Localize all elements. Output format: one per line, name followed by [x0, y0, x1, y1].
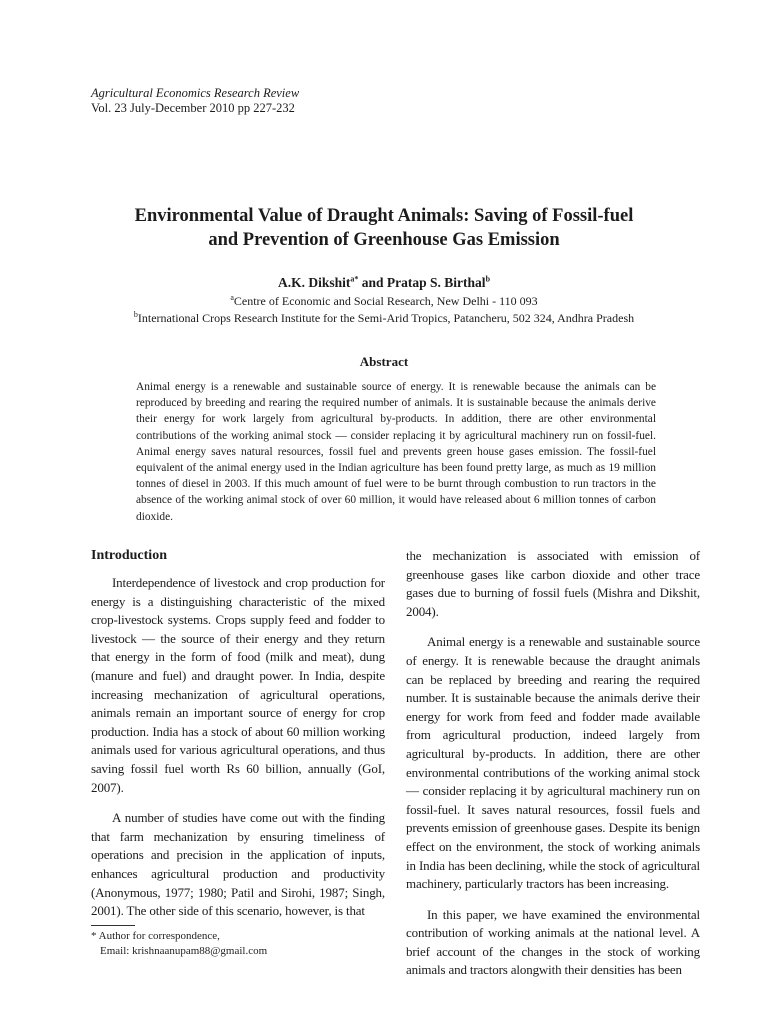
author-list: [60, 274, 708, 292]
affiliation-b: [60, 311, 708, 326]
footnote-correspondence: * Author for correspondence,: [91, 930, 220, 942]
article-title: [60, 204, 708, 252]
abstract-text: Animal energy is a renewable and sustainable source of energy. It is renewable because the animals can be reproduced by breeding and rearing the required number of animals. It is sustainable because the animals derive their energy for work largely from agricultural by-products. In addition, there are other environmental contributions of the working animal stock — consider replacing it by agricultural machinery run on fossil-fuel. Animal energy saves natural resources, fossil fuel and prevents green house gases emission. The fossil-fuel equivalent of the animal energy used in the Indian agriculture has been found pretty large, as much as 19 million tonnes of diesel in 2003. If this much amount of fuel were to be burnt through combustion to run tractors in the absence of the working animal stock of over 60 million, it would have released about 6 million tonnes of carbon dioxide.: [136, 381, 656, 523]
body-column-left: [91, 547, 385, 933]
body-column-right: [406, 547, 700, 992]
journal-header: [91, 86, 299, 116]
affiliation-b-text: International Crops Research Institute for the Semi-Arid Tropics, Patancheru, 502 324, Andhra Pradesh: [137, 311, 635, 325]
journal-issue: Vol. 23 July-December 2010 pp 227-232: [91, 101, 295, 115]
footnote-divider: [91, 925, 135, 926]
body-paragraph: the mechanization is associated with emission of greenhouse gases like carbon dioxide and other trace gases due to burning of fossil fuels (Mishra and Dikshit, 2004).: [406, 548, 700, 619]
title-line-2: and Prevention of Greenhouse Gas Emission: [208, 230, 560, 250]
affiliation-a-mark: a: [230, 293, 234, 302]
abstract-heading: Abstract: [359, 354, 409, 369]
footnote: [91, 929, 267, 959]
affiliation-b-mark: b: [133, 310, 138, 319]
journal-name: Agricultural Economics Research Review: [91, 86, 300, 100]
author-1-affil-mark: a*: [350, 274, 359, 284]
author-separator: and: [358, 275, 387, 290]
author-2-affil-mark: b: [485, 274, 491, 284]
section-heading-introduction: Introduction: [91, 548, 167, 563]
author-1: A.K. Dikshit: [277, 275, 351, 290]
author-2: Pratap S. Birthal: [386, 275, 486, 290]
body-paragraph: In this paper, we have examined the environmental contribution of working animals at the national level. A brief account of the changes in the stock of working animals and tractors alongwith their densities has been: [406, 906, 700, 978]
body-paragraph: Animal energy is a renewable and sustainable source of energy. It is renewable because the draught animals can be replaced by breeding and rearing the required number. It is sustainable because the animals derive their energy for work from feed and fodder made available from agricultural production, indeed largely from agricultural by-products. In addition, there are other environmental contributions of the working animal stock — consider replacing it by agricultural machinery run on fossil-fuel. It saves natural resources, fossil fuels and prevents emission of greenhouse gases. Despite its benign effect on the environment, the stock of working animals in India has been declining, while the stock of agricultural machinery, particularly tractors has been increasing.: [406, 634, 700, 892]
affiliation-a: [60, 294, 708, 309]
title-line-1: Environmental Value of Draught Animals: Saving of Fossil-fuel: [134, 206, 634, 226]
body-paragraph: Interdependence of livestock and crop production for energy is a distinguishing characteristic of the mixed crop-livestock systems. Crops supply feed and fodder to livestock — the source of their energy and they return that energy in the form of food (milk and meat), dung (manure and fuel) and draught power. In India, despite increasing mechanization of agricultural operations, animals remain an important source of energy for crop production. India has a stock of about 60 million working animals used for various agricultural operations, and thus saving fossil fuel worth Rs 60 billion, annually (GoI, 2007).: [91, 575, 385, 795]
body-paragraph: A number of studies have come out with the finding that farm mechanization by ensuring timeliness of operations and precision in the application of inputs, enhances agricultural production and productivity (Anonymous, 1977; 1980; Patil and Sirohi, 1987; Singh, 2001). The other side of this scenario, however, is that: [91, 810, 385, 919]
footnote-email: Email: krishnaanupam88@gmail.com: [100, 945, 268, 957]
affiliation-a-text: Centre of Economic and Social Research, New Delhi - 110 093: [233, 294, 538, 308]
